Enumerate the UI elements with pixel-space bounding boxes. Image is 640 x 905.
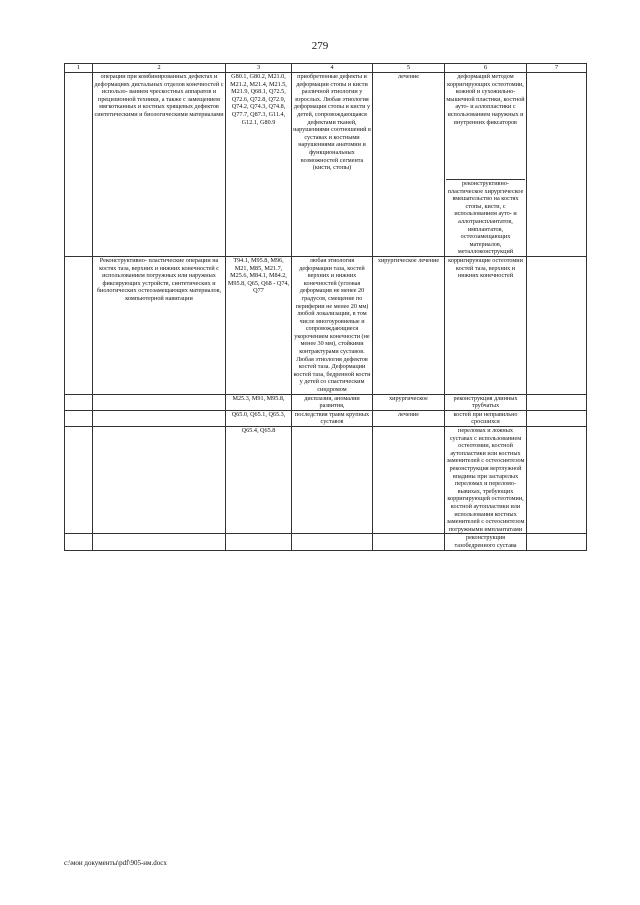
table-row xyxy=(65,394,587,410)
medical-procedures-table xyxy=(64,63,587,551)
table-row xyxy=(65,256,587,394)
header-cell: 5 xyxy=(373,64,445,73)
diagnosis-cell: последствия травм крупных суставов xyxy=(292,410,373,426)
procedure-cell xyxy=(93,534,226,550)
diagnosis-cell: приобретенные дефекты и деформации стопы и кисти различной этиологии у взрослых. Любая этиология деформации стопы и кисти у детей, сопровождающаяся дефектами тканей, нарушениями соотношений в суставах и костными нарушениями анатомии и функциональных возможностей сегмента (кисти, стопы) xyxy=(292,73,373,257)
diagnosis-cell: любая этиология деформации таза, костей верхних и нижних конечностей (угловая деформация не менее 20 градусов, смещение по периферии не менее 20 мм) любой локализации, в том числе многоуровневые и сопровождающиеся укорочением конечности (не менее 30 мм), стойкими контрактурами суставов. Любая этиология дефектов костей таза. Деформации костей таза, бедренной кости у детей со спастическим синдромом xyxy=(292,256,373,394)
method-cell: корригирующие остеотомии костей таза, верхних и нижних конечностей xyxy=(445,256,527,394)
row-number-cell xyxy=(65,73,93,257)
procedure-cell: Реконструктивно- пластические операции на костях таза, верхних и нижних конечностей с использованием погружных или наружных фиксирующих устройств, синтетических и биологических остеозамещающих материалов, компьютерной навигации xyxy=(93,256,226,394)
page-number: 279 xyxy=(311,40,329,52)
icd-codes-cell: Q65.4, Q65.8 xyxy=(226,427,292,534)
header-cell: 1 xyxy=(65,64,93,73)
file-path-footer: c:\мои документы\pdf\905-нм.docx xyxy=(64,859,167,867)
icd-codes-cell: G80.1, G80.2, M21.0, M21.2, M21.4, M21.5, M21.9, Q68.1, Q72.5, Q72.6, Q72.8, Q72.9, Q74.2, Q74.3, Q74.8, Q77.7, Q87.3, G11.4, G12.1, G80.9 xyxy=(226,73,292,257)
row-number-cell xyxy=(65,427,93,534)
extra-cell xyxy=(527,394,587,410)
diagnosis-cell: дисплазия, аномалии развития, xyxy=(292,394,373,410)
extra-cell xyxy=(527,256,587,394)
procedure-cell: операции при комбинированных дефектах и деформациях дистальных отделов конечностей с использо- ванием чрескостных аппаратов и прецизионной техники, а также с замещением мягкотканных и костных хрящевых дефектов синтетическими и биологическими материалами xyxy=(93,73,226,257)
diagnosis-cell xyxy=(292,427,373,534)
row-number-cell xyxy=(65,534,93,550)
procedure-cell xyxy=(93,410,226,426)
icd-codes-cell xyxy=(226,534,292,550)
header-cell: 2 xyxy=(93,64,226,73)
icd-codes-cell: M25.3, M91, M95.8, xyxy=(226,394,292,410)
header-cell: 6 xyxy=(445,64,527,73)
diagnosis-cell xyxy=(292,534,373,550)
treatment-type-cell xyxy=(373,534,445,550)
table-header-row xyxy=(65,64,587,73)
method-text: деформаций методом корригирующих остеотомии, кожной и сухожильно- мышечной пластики, костной ауто- и аллопластики с использованием наружных и внутренних фиксаторов xyxy=(446,73,525,126)
icd-codes-cell: Q65.0, Q65.1, Q65.3, xyxy=(226,410,292,426)
table-row xyxy=(65,427,587,534)
treatment-type-cell: хирургическое лечение xyxy=(373,256,445,394)
row-number-cell xyxy=(65,256,93,394)
header-cell: 7 xyxy=(527,64,587,73)
method-cell xyxy=(445,73,527,257)
procedure-cell xyxy=(93,427,226,534)
method-cell: реконструкция длинных трубчатых xyxy=(445,394,527,410)
table-row xyxy=(65,534,587,550)
method-cell: костей при неправильно сросшихся xyxy=(445,410,527,426)
table-row xyxy=(65,73,587,257)
extra-cell xyxy=(527,73,587,257)
header-cell: 3 xyxy=(226,64,292,73)
row-number-cell xyxy=(65,394,93,410)
treatment-type-cell: лечение xyxy=(373,410,445,426)
procedure-cell xyxy=(93,394,226,410)
treatment-type-cell: хирургическое xyxy=(373,394,445,410)
header-cell: 4 xyxy=(292,64,373,73)
treatment-type-cell: лечение xyxy=(373,73,445,257)
extra-cell xyxy=(527,427,587,534)
method-cell: переломах и ложных суставах с использованием остеотомии, костной аутопластики или костных заменителей с остеосинтезом реконструкция вертлужной впадины при застарелых переломах и переломо-вывихах, требующих корригирующей остеотомии, костной аутопластики или использования костных заменителей с остеосинтезом погружными имплантатами xyxy=(445,427,527,534)
method-cell: реконструкция тазобедренного сустава xyxy=(445,534,527,550)
extra-cell xyxy=(527,410,587,426)
icd-codes-cell: T94.1, M95.8, M96, M21, M85, M21.7, M25.6, M84.1, M84.2, M95.8, Q65, Q68 - Q74, Q77 xyxy=(226,256,292,394)
method-text: реконструктивно- пластическое хирургическое вмешательство на костях стопы, кисти, с использованием ауто- и аллотрансплантатов, имплантатов, остеозамещающих материалов, металлоконструкций xyxy=(447,180,524,256)
table-row xyxy=(65,410,587,426)
row-number-cell xyxy=(65,410,93,426)
treatment-type-cell xyxy=(373,427,445,534)
extra-cell xyxy=(527,534,587,550)
